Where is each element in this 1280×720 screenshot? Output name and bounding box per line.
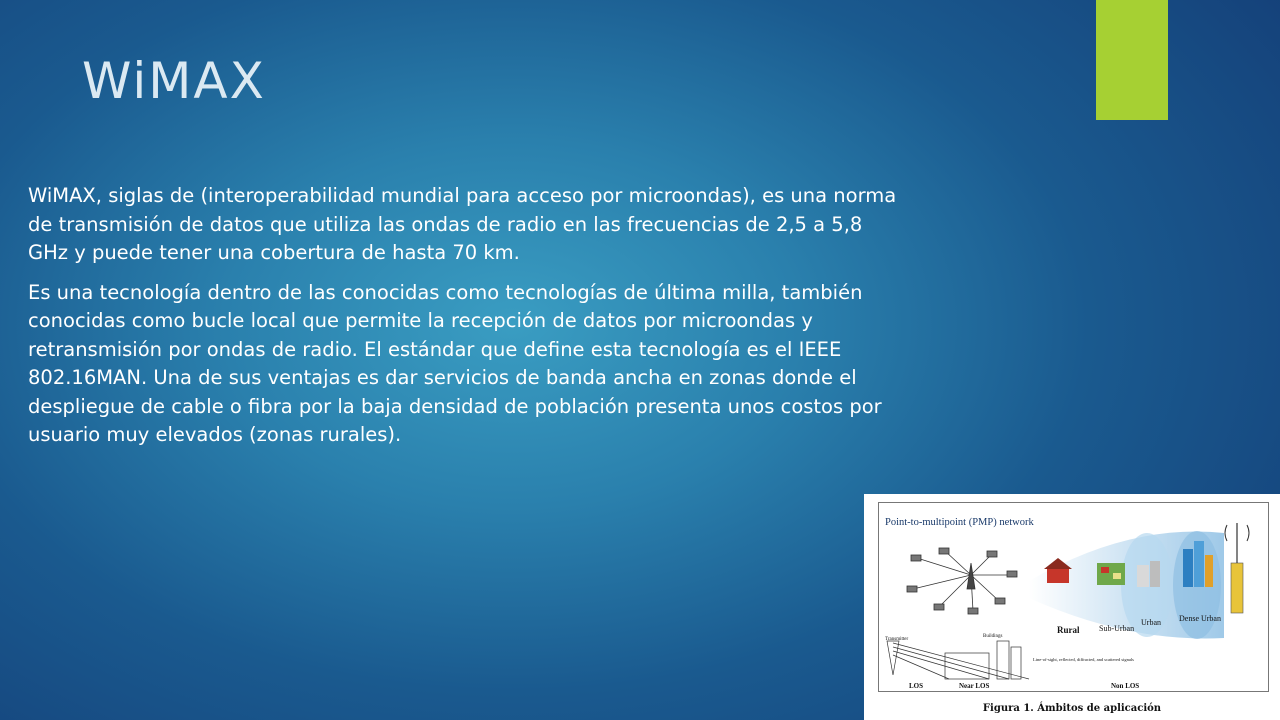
label-transmitter: Transmitter xyxy=(885,637,909,642)
figure-diagram xyxy=(878,502,1269,692)
label-los: LOS xyxy=(909,682,924,690)
base-station-tower xyxy=(1225,523,1249,613)
figure-heading: Point-to-multipoint (PMP) network xyxy=(885,517,1034,528)
label-buildings: Buildings xyxy=(983,634,1003,639)
paragraph-technology: Es una tecnología dentro de las conocidas como tecnologías de última milla, también conocidas como bucle local que permite la recepción de datos por microondas y retransmisión por ondas de radio. El estándar que define esta tecnología es el IEEE 802.16MAN. Una de sus ventajas es dar servicios de banda ancha en zonas donde el despliegue de cable o fibra por la baja densidad de población presenta unos costos por usuario muy elevados (zonas rurales). xyxy=(28,280,882,446)
paragraph-definition: WiMAX, siglas de (interoperabilidad mundial para acceso por microondas), es una norma de transmisión de datos que utiliza las ondas de radio en las frecuencias de 2,5 a 5,8 GHz y puede tener una cobertura de hasta 70 km. xyxy=(28,184,897,264)
accent-bar xyxy=(1096,0,1168,120)
label-non-los: Non LOS xyxy=(1111,682,1140,690)
los-diagram xyxy=(887,641,1029,679)
label-dense-urban: Dense Urban xyxy=(1179,614,1221,623)
label-suburban: Sub-Urban xyxy=(1099,624,1135,633)
label-rural: Rural xyxy=(1057,625,1080,635)
pmp-diagram-svg xyxy=(879,503,1268,691)
figure-caption: Figura 1. Ámbitos de aplicación xyxy=(982,703,1162,714)
star-network xyxy=(907,548,1017,614)
slide-body xyxy=(28,182,908,461)
label-urban: Urban xyxy=(1141,618,1161,627)
pmp-network-figure xyxy=(864,494,1280,720)
label-signals-note: Line-of-sight, reflected, diffracted, and scattered signals xyxy=(1033,657,1134,662)
slide-title: WiMAX xyxy=(82,52,266,110)
suburban-houses xyxy=(1097,563,1125,585)
label-near-los: Near LOS xyxy=(959,682,990,690)
